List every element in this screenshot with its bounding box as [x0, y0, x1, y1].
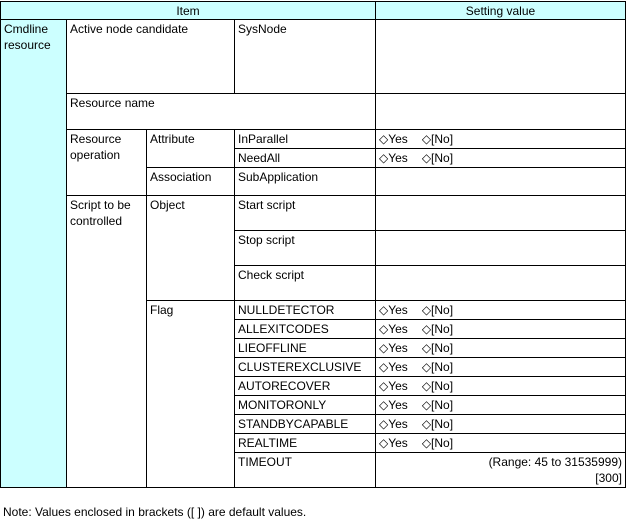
yes-option[interactable]: ◇Yes: [379, 379, 408, 393]
flag-label: Flag: [147, 301, 235, 488]
flag-value: [376, 358, 626, 377]
setting-value-header: Setting value: [376, 2, 626, 20]
check-script-value: [376, 266, 626, 301]
flag-value: [376, 377, 626, 396]
active-node-candidate-label: Active node candidate: [67, 20, 235, 94]
no-option[interactable]: ◇[No]: [421, 417, 454, 431]
active-node-candidate-value: [376, 20, 626, 94]
yes-option[interactable]: ◇Yes: [379, 436, 408, 450]
attribute-name: NeedAll: [235, 149, 376, 168]
yes-option[interactable]: ◇Yes: [379, 417, 408, 431]
no-option[interactable]: ◇[No]: [421, 322, 454, 336]
flag-value: [376, 339, 626, 358]
no-option[interactable]: ◇[No]: [421, 303, 454, 317]
default-values-note: Note: Values enclosed in brackets ([ ]) are default values.: [3, 505, 307, 519]
timeout-value[interactable]: [376, 453, 626, 488]
yes-option[interactable]: ◇Yes: [379, 151, 408, 165]
yes-option[interactable]: ◇Yes: [379, 322, 408, 336]
no-option[interactable]: ◇[No]: [421, 132, 454, 146]
no-option[interactable]: ◇[No]: [421, 398, 454, 412]
flag-value: [376, 434, 626, 453]
resource-operation-label: Resource operation: [67, 130, 147, 196]
subapplication-value: [376, 168, 626, 196]
subapplication-label: SubApplication: [235, 168, 376, 196]
resource-name-value: [376, 94, 626, 130]
stop-script-label: Stop script: [235, 231, 376, 266]
yes-option[interactable]: ◇Yes: [379, 341, 408, 355]
attribute-name: InParallel: [235, 130, 376, 149]
attribute-label: Attribute: [147, 130, 235, 168]
flag-name: STANDBYCAPABLE: [235, 415, 376, 434]
item-header: Item: [1, 2, 376, 20]
flag-name: ALLEXITCODES: [235, 320, 376, 339]
cmdline-resource-label: Cmdline resource: [1, 20, 67, 488]
attribute-value: [376, 130, 626, 149]
flag-value: [376, 320, 626, 339]
stop-script-value: [376, 231, 626, 266]
no-option[interactable]: ◇[No]: [421, 151, 454, 165]
script-to-be-controlled-label: Script to be controlled: [67, 196, 147, 488]
timeout-range: (Range: 45 to 31535999): [488, 455, 622, 469]
flag-name: CLUSTEREXCLUSIVE: [235, 358, 376, 377]
flag-value: [376, 396, 626, 415]
flag-name: REALTIME: [235, 434, 376, 453]
yes-option[interactable]: ◇Yes: [379, 132, 408, 146]
resource-name-label: Resource name: [67, 94, 376, 130]
no-option[interactable]: ◇[No]: [421, 341, 454, 355]
flag-name: MONITORONLY: [235, 396, 376, 415]
no-option[interactable]: ◇[No]: [421, 379, 454, 393]
no-option[interactable]: ◇[No]: [421, 436, 454, 450]
start-script-value: [376, 196, 626, 231]
flag-value: [376, 301, 626, 320]
association-label: Association: [147, 168, 235, 196]
sysnode-label: SysNode: [235, 20, 376, 94]
flag-value: [376, 415, 626, 434]
yes-option[interactable]: ◇Yes: [379, 360, 408, 374]
timeout-default: [300]: [595, 471, 622, 485]
check-script-label: Check script: [235, 266, 376, 301]
settings-table: [0, 1, 626, 488]
flag-name: LIEOFFLINE: [235, 339, 376, 358]
flag-name: AUTORECOVER: [235, 377, 376, 396]
yes-option[interactable]: ◇Yes: [379, 398, 408, 412]
start-script-label: Start script: [235, 196, 376, 231]
timeout-label: TIMEOUT: [235, 453, 376, 488]
attribute-value: [376, 149, 626, 168]
flag-name: NULLDETECTOR: [235, 301, 376, 320]
object-label: Object: [147, 196, 235, 301]
yes-option[interactable]: ◇Yes: [379, 303, 408, 317]
no-option[interactable]: ◇[No]: [421, 360, 454, 374]
